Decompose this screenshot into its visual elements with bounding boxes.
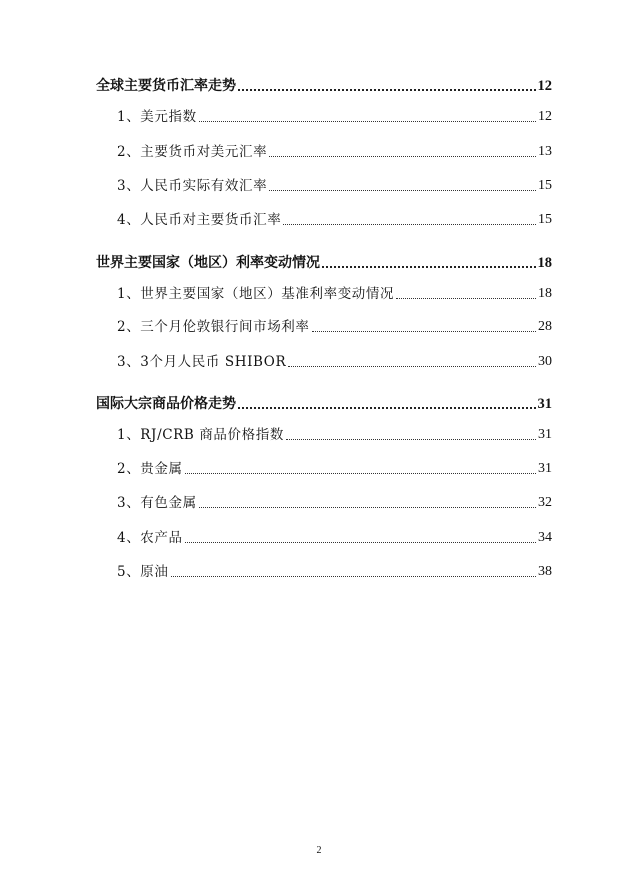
toc-section-commodities[interactable] [96, 394, 552, 414]
toc-page-number: 12 [537, 78, 552, 94]
toc-page-number: 31 [538, 461, 552, 476]
toc-page-number: 18 [538, 286, 552, 301]
toc-page-number: 12 [538, 109, 552, 124]
toc-item-benchmark-rates[interactable] [117, 284, 552, 304]
toc-item-title: 1、美元指数 [117, 109, 197, 125]
toc-item-rj-crb-index[interactable] [117, 425, 552, 445]
toc-item-title: 3、有色金属 [117, 495, 197, 511]
toc-item-shibor[interactable] [117, 352, 552, 372]
toc-page-number: 13 [538, 144, 552, 159]
toc-section-title: 国际大宗商品价格走势 [96, 396, 236, 412]
toc-item-title: 3、3个月人民币 SHIBOR [117, 354, 287, 370]
toc-leader-dots [288, 365, 536, 367]
toc-page-number: 18 [537, 255, 552, 271]
toc-item-agricultural[interactable] [117, 528, 552, 548]
toc-section-interest-rates[interactable] [96, 253, 552, 273]
toc-leader-dots [269, 189, 536, 191]
toc-leader-dots [199, 506, 536, 508]
toc-item-title: 4、人民币对主要货币汇率 [117, 212, 282, 228]
toc-leader-dots [269, 155, 536, 157]
toc-item-nonferrous-metals[interactable] [117, 493, 552, 513]
toc-item-major-vs-usd[interactable] [117, 142, 552, 162]
toc-item-rmb-effective-rate[interactable] [117, 176, 552, 196]
toc-page-number: 28 [538, 319, 552, 334]
toc-item-libor[interactable] [117, 317, 552, 337]
toc-leader-dots [238, 406, 536, 409]
toc-section-fx-rates[interactable] [96, 76, 552, 96]
toc-leader-dots [283, 223, 536, 225]
toc-item-title: 1、世界主要国家（地区）基准利率变动情况 [117, 286, 395, 302]
toc-page-number: 31 [537, 396, 552, 412]
toc-page-number: 31 [538, 427, 552, 442]
toc-leader-dots [185, 541, 536, 543]
page-footer-number: 2 [316, 845, 322, 856]
toc-section-title: 全球主要货币汇率走势 [96, 78, 236, 94]
toc-page-number: 30 [538, 354, 552, 369]
toc-leader-dots [286, 438, 536, 440]
toc-page-number: 34 [538, 530, 552, 545]
toc-item-title: 3、人民币实际有效汇率 [117, 178, 268, 194]
toc-item-crude-oil[interactable] [117, 562, 552, 582]
toc-item-precious-metals[interactable] [117, 459, 552, 479]
toc-leader-dots [238, 88, 536, 91]
toc-page-number: 32 [538, 495, 552, 510]
toc-leader-dots [396, 297, 536, 299]
toc-item-title: 5、原油 [117, 564, 169, 580]
toc-page-number: 38 [538, 564, 552, 579]
toc-page-number: 15 [538, 178, 552, 193]
toc-leader-dots [185, 472, 536, 474]
toc-section-title: 世界主要国家（地区）利率变动情况 [96, 255, 320, 271]
toc-page-number: 15 [538, 212, 552, 227]
toc-item-title: 2、主要货币对美元汇率 [117, 144, 268, 160]
toc-item-title: 4、农产品 [117, 530, 183, 546]
toc-leader-dots [171, 575, 537, 577]
toc-item-title: 2、贵金属 [117, 461, 183, 477]
toc-leader-dots [322, 265, 536, 268]
toc-leader-dots [199, 120, 536, 122]
toc-item-dollar-index[interactable] [117, 107, 552, 127]
toc-item-title: 2、三个月伦敦银行间市场利率 [117, 319, 310, 335]
toc-leader-dots [312, 330, 537, 332]
toc-item-title: 1、RJ/CRB 商品价格指数 [117, 427, 284, 443]
toc-item-rmb-vs-major[interactable] [117, 210, 552, 230]
